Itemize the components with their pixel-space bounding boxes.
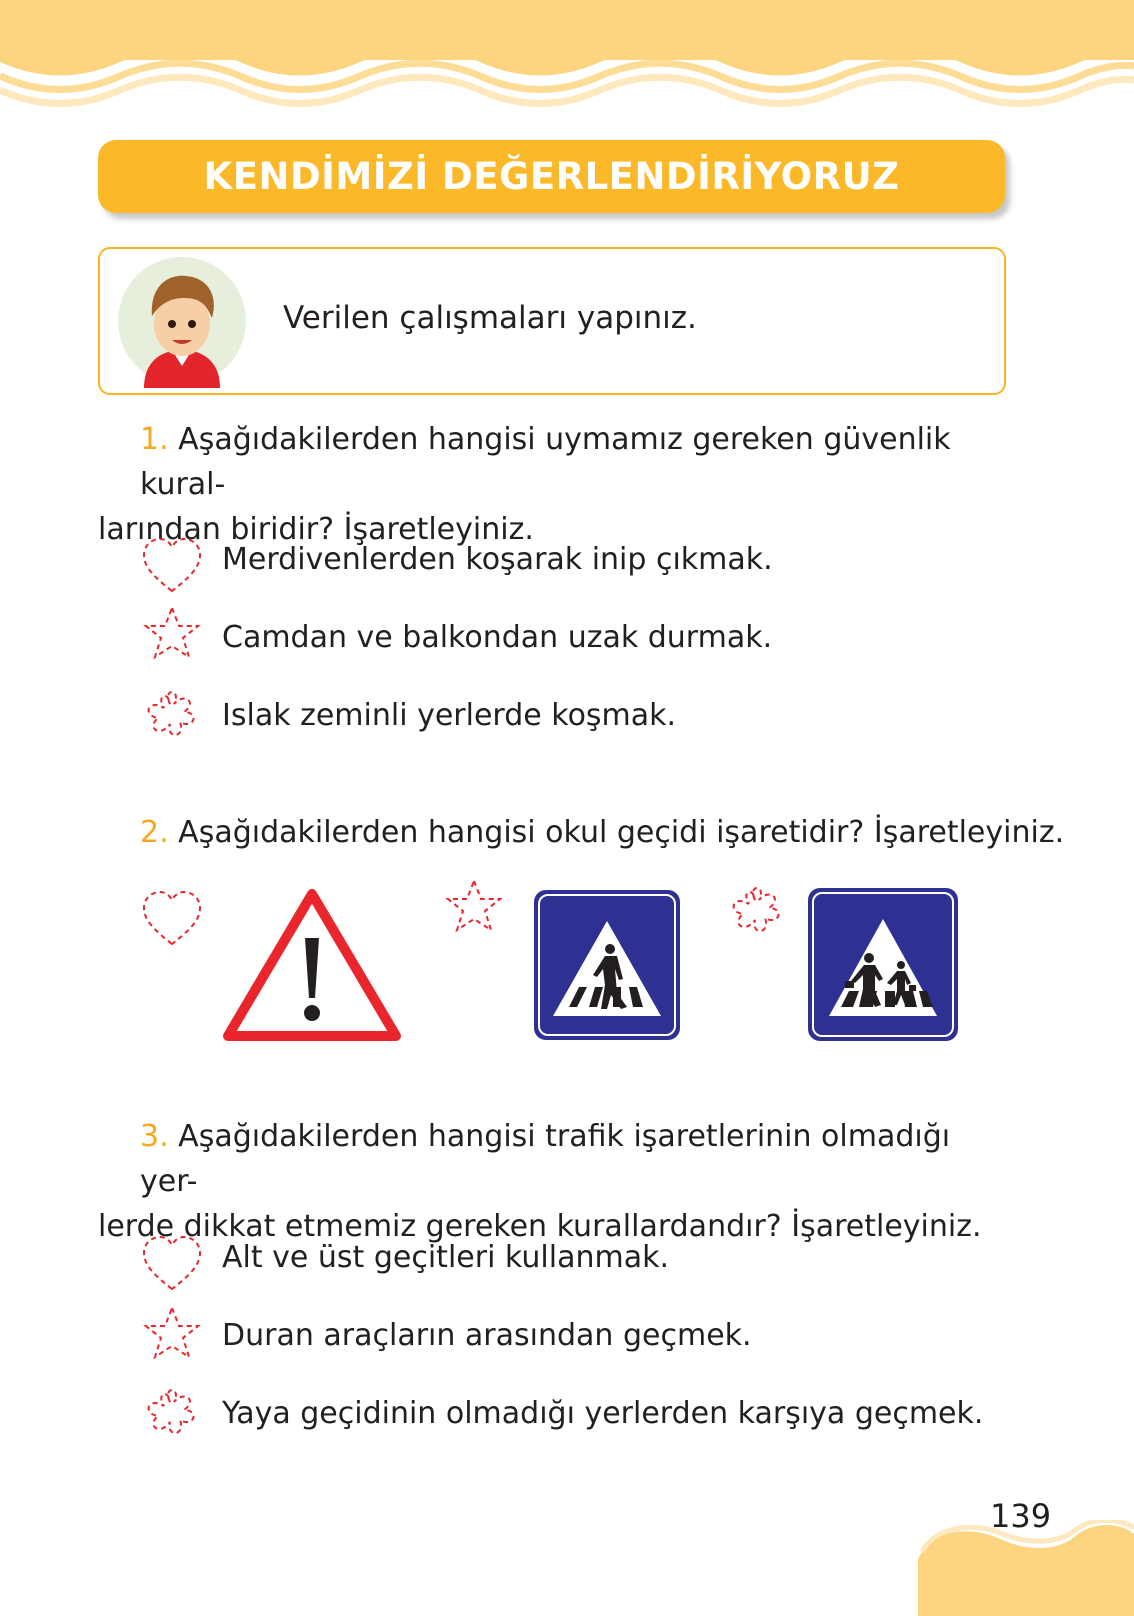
question-3 bbox=[98, 1114, 1008, 1249]
instruction-text: Verilen çalışmaları yapınız. bbox=[283, 300, 697, 336]
warning-sign bbox=[222, 886, 402, 1044]
school-crossing-sign bbox=[807, 887, 959, 1042]
option-text: Islak zeminli yerlerde koşmak. bbox=[222, 698, 677, 733]
heart-icon[interactable] bbox=[140, 535, 204, 595]
question-number: 3. bbox=[140, 1119, 169, 1154]
question-text-cont: lerde dikkat etmemiz gereken kurallardandır? İşaretleyiniz. bbox=[98, 1209, 982, 1244]
option-text: Alt ve üst geçitleri kullanmak. bbox=[222, 1240, 669, 1275]
question-text-cont: larından biridir? İşaretleyiniz. bbox=[98, 512, 534, 547]
question-number: 2. bbox=[140, 815, 169, 850]
star-icon[interactable] bbox=[444, 878, 504, 934]
boy-avatar bbox=[114, 254, 250, 388]
option-text: Merdivenlerden koşarak inip çıkmak. bbox=[222, 542, 773, 577]
flower-icon[interactable] bbox=[140, 686, 204, 746]
flower-icon[interactable] bbox=[725, 882, 789, 942]
question-2 bbox=[140, 810, 1064, 855]
page-number: 139 bbox=[990, 1497, 1052, 1535]
question-text: Aşağıdakilerden hangisi uymamız gereken güvenlik kural- bbox=[140, 422, 951, 502]
page-title: KENDİMİZİ DEĞERLENDİRİYORUZ bbox=[203, 155, 900, 198]
question-number: 1. bbox=[140, 422, 169, 457]
option-text: Duran araçların arasından geçmek. bbox=[222, 1318, 752, 1353]
heart-icon[interactable] bbox=[140, 1233, 204, 1293]
option-text: Camdan ve balkondan uzak durmak. bbox=[222, 620, 773, 655]
page-title-banner bbox=[98, 140, 1005, 213]
star-icon[interactable] bbox=[142, 605, 202, 661]
question-1 bbox=[98, 417, 1008, 552]
question-text: Aşağıdakilerden hangisi trafik işaretlerinin olmadığı yer- bbox=[140, 1119, 951, 1199]
pedestrian-crossing-sign bbox=[533, 889, 681, 1041]
header-wave-band bbox=[0, 0, 1134, 110]
star-icon[interactable] bbox=[142, 1305, 202, 1361]
heart-icon[interactable] bbox=[140, 888, 204, 948]
question-text: Aşağıdakilerden hangisi okul geçidi işaretidir? İşaretleyiniz. bbox=[178, 815, 1065, 850]
flower-icon[interactable] bbox=[140, 1384, 204, 1444]
option-text: Yaya geçidinin olmadığı yerlerden karşıya geçmek. bbox=[222, 1396, 984, 1431]
